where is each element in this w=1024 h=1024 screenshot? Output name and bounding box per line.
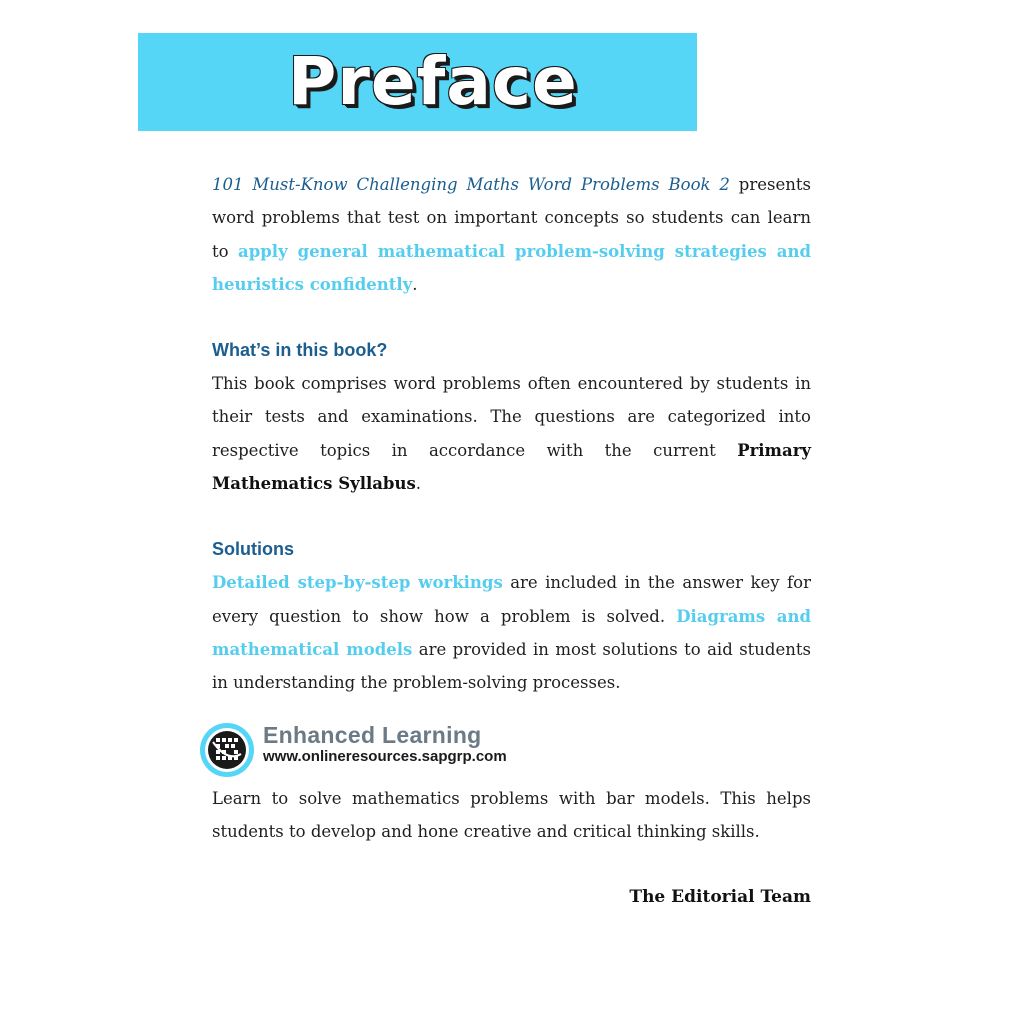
solutions-highlight-1: Detailed step-by-step workings xyxy=(212,573,503,593)
page-title: Preface xyxy=(288,43,578,120)
book-text-2: . xyxy=(415,474,421,494)
intro-text-1: presents word problems that test on important concepts so students can learn to xyxy=(212,175,811,261)
solutions-text-1: are included in the answer key for every question to show how a problem is solved. xyxy=(212,573,811,626)
intro-text-2: . xyxy=(412,274,418,294)
spacer xyxy=(212,301,811,334)
title-banner xyxy=(138,33,697,131)
preface-content xyxy=(212,168,811,914)
intro-highlight: apply general mathematical problem-solving strategies and heuristics confidently xyxy=(212,241,811,294)
book-text-1: This book comprises word problems often encountered by students in their tests and examinations. The questions are categorized into respective topics in accordance with the current xyxy=(212,374,811,460)
solutions-paragraph xyxy=(212,566,811,699)
solutions-highlight-2: Diagrams and mathematical models xyxy=(212,606,811,659)
section-heading-book: What’s in this book? xyxy=(212,340,388,361)
solutions-text-2: are provided in most solutions to aid students in understanding the problem-solving processes. xyxy=(212,639,811,693)
intro-paragraph xyxy=(212,168,811,301)
spacer xyxy=(212,500,811,533)
enhanced-learning-url[interactable]: www.onlineresources.sapgrp.com xyxy=(263,747,507,765)
editorial-signature: The Editorial Team xyxy=(629,887,811,908)
enhanced-learning-text xyxy=(263,722,507,766)
enhanced-learning-logo xyxy=(199,718,811,782)
book-paragraph xyxy=(212,367,811,500)
syllabus-name: Primary Mathematics Syllabus xyxy=(212,440,811,494)
book-title: 101 Must-Know Challenging Maths Word Problems Book 2 xyxy=(212,175,730,194)
enhanced-learning-icon xyxy=(199,722,255,778)
enhanced-learning-paragraph: Learn to solve mathematics problems with bar models. This helps students to develop and hone creative and critical thinking skills. xyxy=(212,788,811,841)
enhanced-learning-title: Enhanced Learning xyxy=(263,721,482,748)
section-heading-solutions: Solutions xyxy=(212,539,294,560)
